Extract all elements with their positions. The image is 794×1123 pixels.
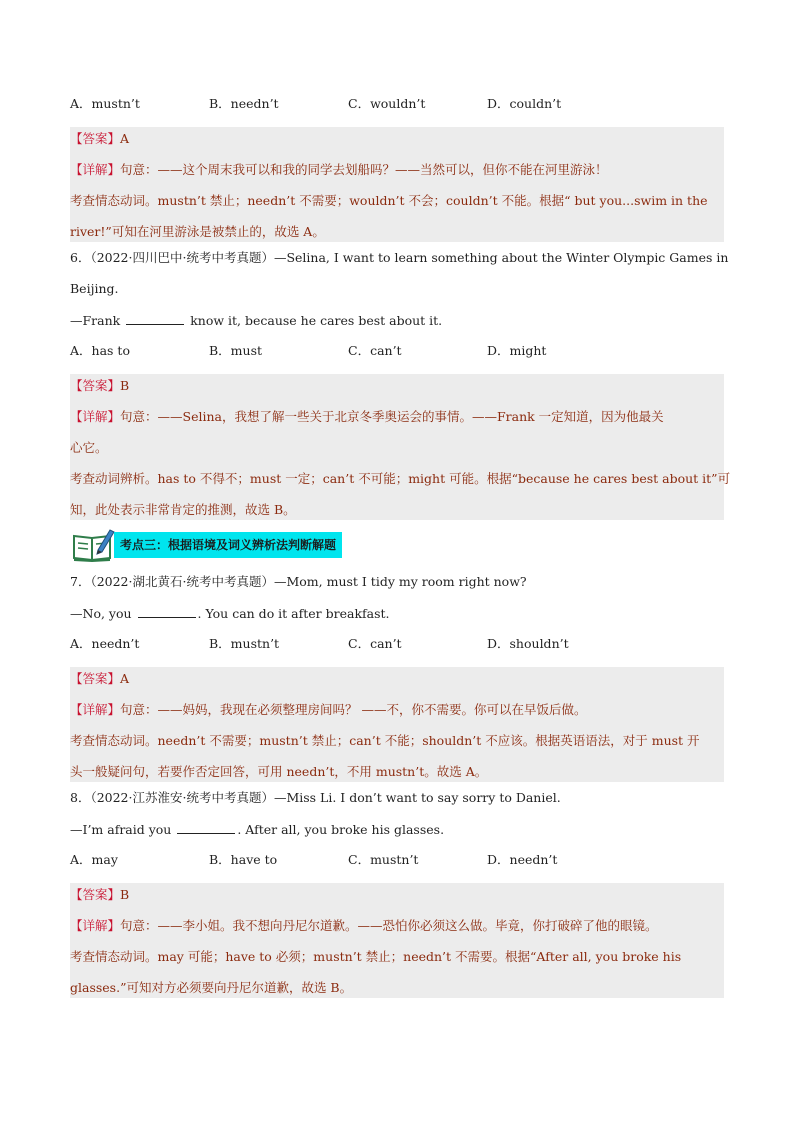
q8-stem: 8．（2022·江苏淮安·统考中考真题）—Miss Li. I don’t want to say sorry to Daniel. — [70, 790, 561, 805]
q6-stem: 6．（2022·四川巴中·统考中考真题）—Selina, I want to learn something about the Winter Olympic Games in — [70, 250, 729, 265]
q7-stem-blank-line — [70, 605, 724, 621]
q8-answer: B — [120, 887, 130, 902]
q6-answer: B — [120, 378, 130, 393]
q5-detail-line: 句意：——这个周末我可以和我的同学去划船吗？——当然可以，但你不能在河里游泳！ — [120, 162, 608, 177]
q6-detail-line: 句意：——Selina，我想了解一些关于北京冬季奥运会的事情。——Frank 一定知道，因为他最关 — [120, 409, 664, 424]
q7-answer-block — [70, 667, 724, 782]
q7-stem-part: —No, you — [70, 606, 132, 621]
q6-stem-part: know it, because he cares best about it. — [190, 313, 443, 328]
detail-tag: 【详解】 — [70, 702, 121, 717]
q5-option-b: B．needn’t — [209, 96, 279, 111]
q8-option-a: A．may — [70, 852, 118, 867]
q8-answer-block — [70, 883, 724, 998]
q8-options — [70, 852, 724, 868]
q6-stem-part: —Frank — [70, 313, 121, 328]
q8-stem-part: . After all, you broke his glasses. — [237, 822, 445, 837]
section-title: 考点三：根据语境及词义辨析法判断解题 — [114, 532, 342, 558]
q8-stem-blank-line — [70, 821, 724, 837]
q5-option-c: C．wouldn’t — [348, 96, 426, 111]
q5-answer: A — [120, 131, 130, 146]
answer-blank — [138, 605, 196, 618]
answer-tag: 【答案】 — [70, 887, 121, 902]
answer-tag: 【答案】 — [70, 671, 121, 686]
q7-detail-line: 考查情态动词。needn’t 不需要；mustn’t 禁止；can’t 不能；shouldn’t 不应该。根据英语语法，对于 must 开 — [70, 733, 700, 748]
q8-option-c: C．mustn’t — [348, 852, 419, 867]
q6-detail-line: 心它。 — [70, 440, 108, 455]
section-header — [70, 528, 724, 564]
q7-detail-line: 句意：——妈妈，我现在必须整理房间吗？ ——不，你不需要。你可以在早饭后做。 — [120, 702, 587, 717]
answer-tag: 【答案】 — [70, 131, 121, 146]
q8-option-b: B．have to — [209, 852, 278, 867]
q8-detail-line: 句意：——李小姐。我不想向丹尼尔道歉。——恐怕你必须这么做。毕竟，你打破碎了他的眼镜。 — [120, 918, 658, 933]
q6-option-a: A．has to — [70, 343, 130, 358]
detail-tag: 【详解】 — [70, 162, 121, 177]
q5-answer-block — [70, 127, 724, 242]
q6-detail-line: 知，此处表示非常肯定的推测，故选 B。 — [70, 502, 296, 517]
q7-option-a: A．needn’t — [70, 636, 140, 651]
answer-blank — [177, 821, 235, 834]
q5-detail-line: river!”可知在河里游泳是被禁止的，故选 A。 — [70, 224, 325, 239]
q6-option-b: B．must — [209, 343, 263, 358]
q6-detail-line: 考查动词辨析。has to 不得不；must 一定；can’t 不可能；might 可能。根据“because he cares best about it”可 — [70, 471, 731, 486]
detail-tag: 【详解】 — [70, 918, 121, 933]
q6-options — [70, 343, 724, 359]
q6-answer-block — [70, 374, 731, 520]
q6-option-d: D．might — [487, 343, 547, 358]
q7-stem-part: . You can do it after breakfast. — [197, 606, 390, 621]
answer-tag: 【答案】 — [70, 378, 121, 393]
q7-option-d: D．shouldn’t — [487, 636, 569, 651]
q6-option-c: C．can’t — [348, 343, 402, 358]
q8-detail-line: glasses.”可知对方必须要向丹尼尔道歉，故选 B。 — [70, 980, 353, 995]
q7-option-c: C．can’t — [348, 636, 402, 651]
q8-detail-line: 考查情态动词。may 可能；have to 必须；mustn’t 禁止；needn’t 不需要。根据“After all, you broke his — [70, 949, 682, 964]
q7-answer: A — [120, 671, 130, 686]
q7-options — [70, 636, 724, 652]
detail-tag: 【详解】 — [70, 409, 121, 424]
q8-stem-part: —I’m afraid you — [70, 822, 172, 837]
answer-blank — [126, 312, 184, 325]
q5-options — [70, 96, 724, 112]
q5-detail-line: 考查情态动词。mustn’t 禁止；needn’t 不需要；wouldn’t 不会；couldn’t 不能。根据“ but you...swim in the — [70, 193, 708, 208]
q6-stem-blank-line — [70, 312, 724, 328]
q8-option-d: D．needn’t — [487, 852, 558, 867]
q5-option-d: D．couldn’t — [487, 96, 562, 111]
document-page — [70, 96, 731, 1006]
q5-option-a: A．mustn’t — [70, 96, 140, 111]
book-pencil-icon — [72, 528, 116, 562]
q6-stem: Beijing. — [70, 281, 119, 296]
q7-detail-line: 头一般疑问句，若要作否定回答，可用 needn’t，不用 mustn’t。故选 A。 — [70, 764, 488, 779]
q7-stem: 7．（2022·湖北黄石·统考中考真题）—Mom, must I tidy my room right now? — [70, 574, 527, 589]
q7-option-b: B．mustn’t — [209, 636, 280, 651]
